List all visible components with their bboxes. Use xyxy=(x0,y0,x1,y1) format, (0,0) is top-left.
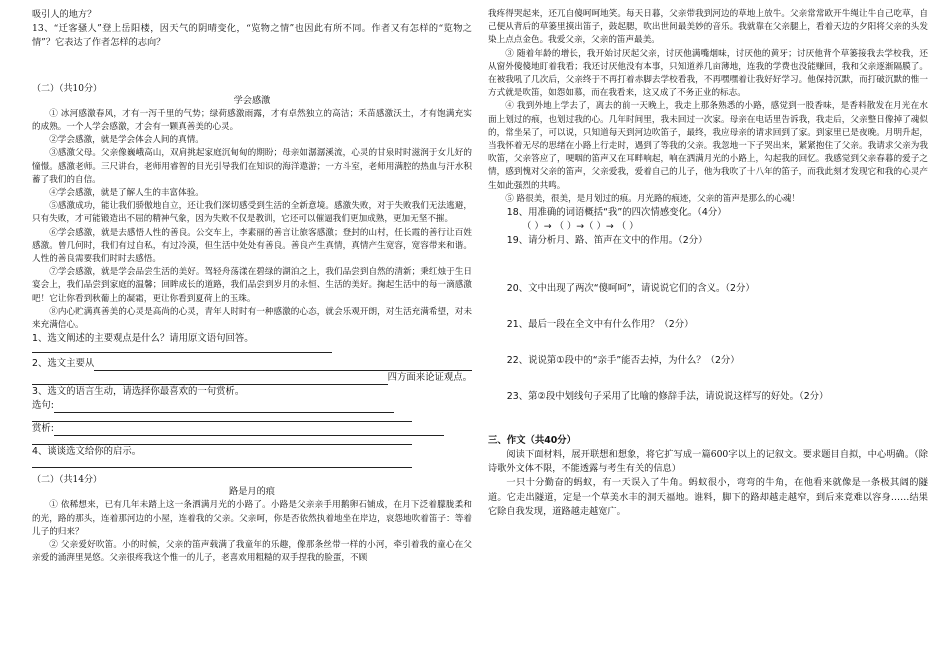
answer-blank[interactable] xyxy=(54,402,394,413)
passage-title: 路是月的痕 xyxy=(229,486,275,498)
essay-material: 一只十分勤奋的蚂蚁，有一天误入了牛角。蚂蚁很小，弯弯的牛角，在他看来就像是一条极其阔的隧道。它走出隧道，定是一个草美水丰的洞天福地。谁料，脚下的路却越走越窄，到后来竟难以容身……结果它除自我发现，道路越走越宽广。 xyxy=(488,477,928,517)
question-18: 18、用准确的词语概括“我”的四次情感变化。（4分） xyxy=(506,207,727,219)
section-header: （二）（共14分） xyxy=(32,475,102,486)
passage-paragraph: ③ 随着年龄的增长，我开始讨厌起父亲，讨厌他满嘴烟味，讨厌他的黄牙；讨厌他背个草篓接我去学校我，还从窗外傻傻地盯着我看；我还讨厌他没有本事，只知道养几亩薄地，连我的学费也没能赚回，我和父亲逐渐隔膜了。在被我吼了几次后，父亲终于不再打着赤脚去学校看我，不再嘿嘿着让我好好学习。他保持沉默，而打破沉默的惟一方式就是吹笛，如怨如慕，而在我看来，这又成了不务正业的标志。 xyxy=(488,48,928,99)
q3-appreciation-row: 赏析: xyxy=(32,422,472,436)
passage-paragraph: ① 依稀想来，已有几年未踏上这一条洒满月光的小路了。小路是父亲亲手用鹅卵石铺成，在月下泛着朦胧柔和的光，路的那头，连着那河边的小屋，连着我的父亲。父亲呵，你是否依然执着地坐在岸边，哀怨地吹着笛子：等着儿子的归来？ xyxy=(32,500,472,537)
answer-line[interactable] xyxy=(32,436,412,445)
passage-paragraph: ⑤ 路很美，很美，是月划过的痕。月光路的痕迹，父亲的笛声是那么的心魂！ xyxy=(505,193,801,204)
question-3: 3、选文的语言生动，请选择你最喜欢的一句赏析。 xyxy=(32,386,245,398)
carryover-line: 吸引人的地方？ xyxy=(32,9,97,20)
answer-line[interactable] xyxy=(32,413,412,422)
question-2-cont: 四方面来论证观点。 xyxy=(32,371,472,385)
passage-paragraph: ⑦学会感激，就是学会品尝生活的美好。驾轻舟荡漾在碧绿的湖泊之上，我们品尝到自然的清新；秉红烛于生日宴会上，我们品尝到家庭的温馨；回眸成长的道路，我们品尝到岁月的永恒、生活的美好。掬起生活中的每一滴感激吧！它让你看到秋葡上的凝霜，更让你看到夏荷上的玉珠。 xyxy=(32,267,472,304)
question-20: 20、文中出现了两次“傻呵呵”，请说说它们的含义。（2分） xyxy=(506,283,755,295)
answer-line[interactable] xyxy=(32,459,412,468)
passage-paragraph: ⑤感激成功，能让我们骄傲地自立，还让我们深切感受到生活的全新意境。感激失败，对于失败我们无法逃避，只有失败，才可能锻造出不屈的精神气象，因为失败不仅是教训，它还可以催逼我们更加成熟，更加无坚不摧。 xyxy=(32,201,472,225)
answer-blank[interactable] xyxy=(32,372,388,385)
question-19: 19、请分析月、路、笛声在文中的作用。（2分） xyxy=(506,235,708,247)
passage-paragraph: ② 父亲爱好吹笛。小的时候，父亲的笛声载满了我童年的乐趣，像那条丝带一样的小河，牵引着我的童心在父亲爱的涌湃里晃悠。父亲很疼我这个惟一的儿子，老喜欢用粗糙的双手捏我的脸蛋，不顾 xyxy=(32,540,472,564)
answer-blank[interactable] xyxy=(54,425,444,436)
answer-line[interactable] xyxy=(32,346,332,353)
passage-title: 学会感激 xyxy=(233,94,271,106)
question-21: 21、最后一段在全文中有什么作用？（2分） xyxy=(506,319,694,331)
question-2: 2、选文主要从 xyxy=(32,357,472,371)
passage-paragraph: ③感激父母。父亲像巍峨高山，双肩挑起家庭沉甸甸的期盼；母亲如潺潺溪流，心灵的甘泉时时滋润于女儿好的憧憬。感激老师。三尺讲台，老师用睿智的目光引导我们在知识的海洋遨游；一方斗室，老师用满腔的热血与汗水积蓄了我们的自信。 xyxy=(32,148,472,185)
question-22: 22、说说第①段中的“亲手”能否去掉，为什么？（2分） xyxy=(506,355,740,367)
passage-paragraph: ④ 我到外地上学去了，离去的前一天晚上，我走上那条熟悉的小路，感觉到一股香味，是香料散发在月光在水面上划过的痕，也划过我的心。几年时间里，我未回过一次家。母亲在电话里告诉我，我走后，父亲整日像掉了魂似的，常坐呆了，可以说，只知道每天到河边吹笛子，最终，我应母亲的请求回到了家。到家里已是夜晚。月明升起，当我怀着无尽的思绪在小路上行走时，遇到了等我的父亲。我忽地一下子哭出来，紧紧抱住了父亲。我请求父亲为我吹笛，父亲答应了，哽咽的笛声又在耳畔响起，响在洒满月光的小路上，勾起我的回忆。我感觉到父亲春暮的爱子之情，感到愧对父亲的笛声，父亲爱我，爱着自己的儿子，他为我吹了十八年的笛子，而我此刻才发现它和我的心灵产生如此强烈的共鸣。 xyxy=(488,101,928,191)
question-18-blanks[interactable]: （ ）→ （ ）→（ ）→ （ ） xyxy=(522,221,639,233)
passage-paragraph: ① 冰河感激春风，才有一泻千里的气势；绿荷感激雨露，才有卓然独立的高洁；禾苗感激沃土，才有饱满充实的成熟。一个人学会感激，才会有一颗真善美的心灵。 xyxy=(32,108,472,133)
question-23: 23、第②段中划线句子采用了比喻的修辞手法，请说说这样写的好处。（2分） xyxy=(506,391,829,403)
left-column xyxy=(32,8,472,565)
answer-blank[interactable] xyxy=(94,358,472,371)
passage-paragraph: ⑥学会感激，就是去感悟人性的善良。公交车上，李素丽的善言让旅客感激；登封的山村，任长霞的善行让百姓感激。曾几何时，我们有过自私，有过冷漠，但生活中处处有善良。善良产生真情，真情产生宽容，宽容带来和谐。人性的善良需要我们时时去感悟。 xyxy=(32,227,472,265)
passage-paragraph: ④学会感激，就是了解人生的丰富体验。 xyxy=(49,188,204,199)
passage-paragraph: ⑧内心贮满真善美的心灵是高尚的心灵，青年人时时有一种感激的心态，就会乐观开朗，对生活充满希望，对未来充满信心。 xyxy=(32,306,472,331)
passage-paragraph: 我疼得哭起来，还兀自傻呵呵地笑。每天日暮，父亲带我到河边的草地上放牛。父亲常常欧开牛绳让牛自己吃草，自己便从背后的草篓里摸出笛子，鼓起腮，吹出世间最美妙的音乐。我就靠在父亲腿上，看着天边的夕阳将父亲的头发染上点点金色。我爱父亲，父亲的笛声最美。 xyxy=(488,9,928,46)
question-1: 1、选文阐述的主要观点是什么？请用原文语句回答。 xyxy=(32,333,254,345)
right-column xyxy=(488,8,928,519)
section-header: （二）（共10分） xyxy=(32,83,102,94)
passage-paragraph: ②学会感激，就是学会体会人间的真情。 xyxy=(49,135,204,146)
essay-instructions: 阅读下面材料，展开联想和想象，将它扩写成一篇600字以上的记叙文。要求题目自拟，中心明确。（除诗歌外文体不限，不能透露与考生有关的信息） xyxy=(488,449,928,475)
essay-header: 三、作文（共40分） xyxy=(488,435,577,447)
question-13: 13、“迁客骚人”登上岳阳楼，因天气的阴晴变化，“览物之情”也因此有所不同。作者又有怎样的“览物之情”？它表达了作者怎样的志向？ xyxy=(32,23,472,49)
q3-select-row: 选句: xyxy=(32,399,472,413)
question-4: 4、谈谈选文给你的启示。 xyxy=(32,446,142,458)
